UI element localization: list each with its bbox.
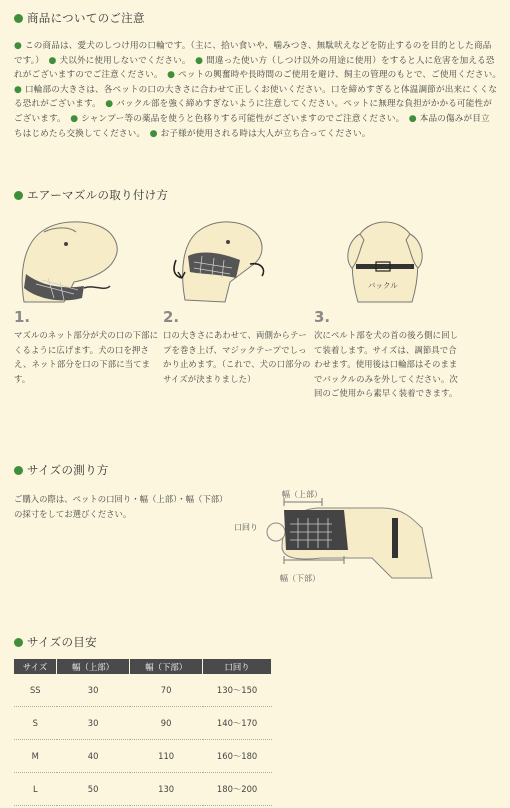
bullet-dot-icon: ● — [167, 70, 179, 81]
notice-item: バックル部を強く締めすぎないように注意してください。ペットに無理な負担がかかる可能性がございます。 — [14, 99, 492, 124]
bullet-dot-icon: ● — [70, 113, 82, 124]
measure-description: ご購入の際は、ペットの口回り・幅（上部）・幅（下部）の採寸をしてお選びください。 — [14, 494, 228, 519]
step1-dog-illustration — [14, 212, 134, 307]
buckle-label: バックル — [368, 281, 398, 290]
measure-section-title — [14, 462, 109, 478]
table-cell: 30 — [57, 674, 130, 707]
bullet-dot-icon: ● — [408, 113, 420, 124]
notice-item: 本品の傷みが目立ちはじめたら交換してください。 — [14, 113, 490, 139]
bullet-dot-icon: ● — [195, 55, 207, 66]
bullet-dot-icon: ● — [149, 128, 161, 139]
bullet-dot-icon — [14, 466, 23, 475]
table-row — [14, 773, 272, 806]
attach-title-text: エアーマズルの取り付け方 — [27, 188, 169, 202]
table-cell: 130～150 — [203, 674, 272, 707]
size-table-header: 幅（下部） — [130, 659, 203, 674]
bullet-dot-icon — [14, 638, 23, 647]
notice-item: この商品は、愛犬のしつけ用の口輪です。（主に、拾い食いや、噛みつき、無駄吠えなどを防止するのを目的とした商品です。） — [14, 41, 492, 66]
step3-dog-illustration — [330, 212, 440, 307]
notice-item: シャンプー等の薬品を使うと色移りする可能性がございますのでご注意ください。 — [81, 113, 409, 124]
size-table-header: サイズ — [14, 659, 57, 674]
table-cell: 180～200 — [203, 773, 272, 806]
table-row — [14, 674, 272, 707]
step-1-text: マズルのネット部分が犬の口の下部にくるように広げます。犬の口を押さえ、ネット部分を口の下部に当てます。 — [14, 330, 159, 384]
step-1-number: 1. — [14, 308, 31, 326]
step2-dog-illustration — [170, 212, 280, 307]
table-cell: 130 — [130, 773, 203, 806]
table-cell: 140～170 — [203, 707, 272, 740]
notice-item: お子様が使用される時は大人が立ち合ってください。 — [160, 128, 375, 139]
bullet-dot-icon: ● — [48, 55, 60, 66]
notice-section-title — [14, 10, 145, 26]
notice-title-text: 商品についてのご注意 — [27, 11, 145, 25]
notice-item: 犬以外に使用しないでください。 — [59, 55, 196, 66]
size-table-header: 口回り — [203, 659, 272, 674]
notice-item: 間違った使い方（しつけ以外の用途に使用）をすると人に危害を加える恐れがございますのでご注意ください。 — [14, 55, 495, 81]
width-top-label: 幅（上部） — [282, 490, 322, 499]
table-cell: 30 — [57, 707, 130, 740]
table-row — [14, 707, 272, 740]
step-2-number: 2. — [163, 308, 180, 326]
notice-item: ペットの興奮時や長時間のご使用を避け、飼主の管理のもとで、ご使用ください。 — [178, 70, 506, 81]
table-cell: 50 — [57, 773, 130, 806]
bullet-dot-icon: ● — [105, 99, 117, 110]
table-cell: 90 — [130, 707, 203, 740]
table-cell: 110 — [130, 740, 203, 773]
bullet-dot-icon — [14, 191, 23, 200]
bullet-dot-icon: ● — [14, 41, 26, 51]
size-table-header: 幅（上部） — [57, 659, 130, 674]
table-cell: 70 — [130, 674, 203, 707]
table-cell: L — [14, 773, 57, 806]
measure-title-text: サイズの測り方 — [27, 463, 109, 477]
notice-list — [14, 39, 506, 141]
size-table — [14, 659, 272, 806]
mouth-circumference-label: 口回り — [234, 523, 258, 532]
step-2-text: 口の大きさにあわせて、両側からテープを巻き上げ、マジックテープでしっかり止めます。（これで、犬の口部分のサイズが決まりました） — [163, 330, 311, 384]
size-title-text: サイズの目安 — [27, 635, 97, 649]
width-bottom-label: 幅（下部） — [280, 574, 320, 583]
step-3-text: 次にベルト部を犬の首の後ろ側に回して装着します。サイズは、調節具で合わせます。使用後は口輪部はそのままでバックルのみを外してください。次回のご使用から素早く装着できます。 — [314, 330, 459, 399]
table-cell: S — [14, 707, 57, 740]
table-cell: SS — [14, 674, 57, 707]
table-cell: 40 — [57, 740, 130, 773]
table-cell: M — [14, 740, 57, 773]
table-row — [14, 740, 272, 773]
step-3-number: 3. — [314, 308, 331, 326]
bullet-dot-icon — [14, 14, 23, 23]
attach-section-title — [14, 187, 168, 203]
bullet-dot-icon: ● — [14, 84, 26, 95]
size-section-title — [14, 634, 97, 650]
table-cell: 160～180 — [203, 740, 272, 773]
notice-item: 口輪部の大きさは、各ペットの口の大きさに合わせて正しくお使いください。口を締めすぎると体温調節が出来にくくなる恐れがございます。 — [14, 84, 498, 110]
